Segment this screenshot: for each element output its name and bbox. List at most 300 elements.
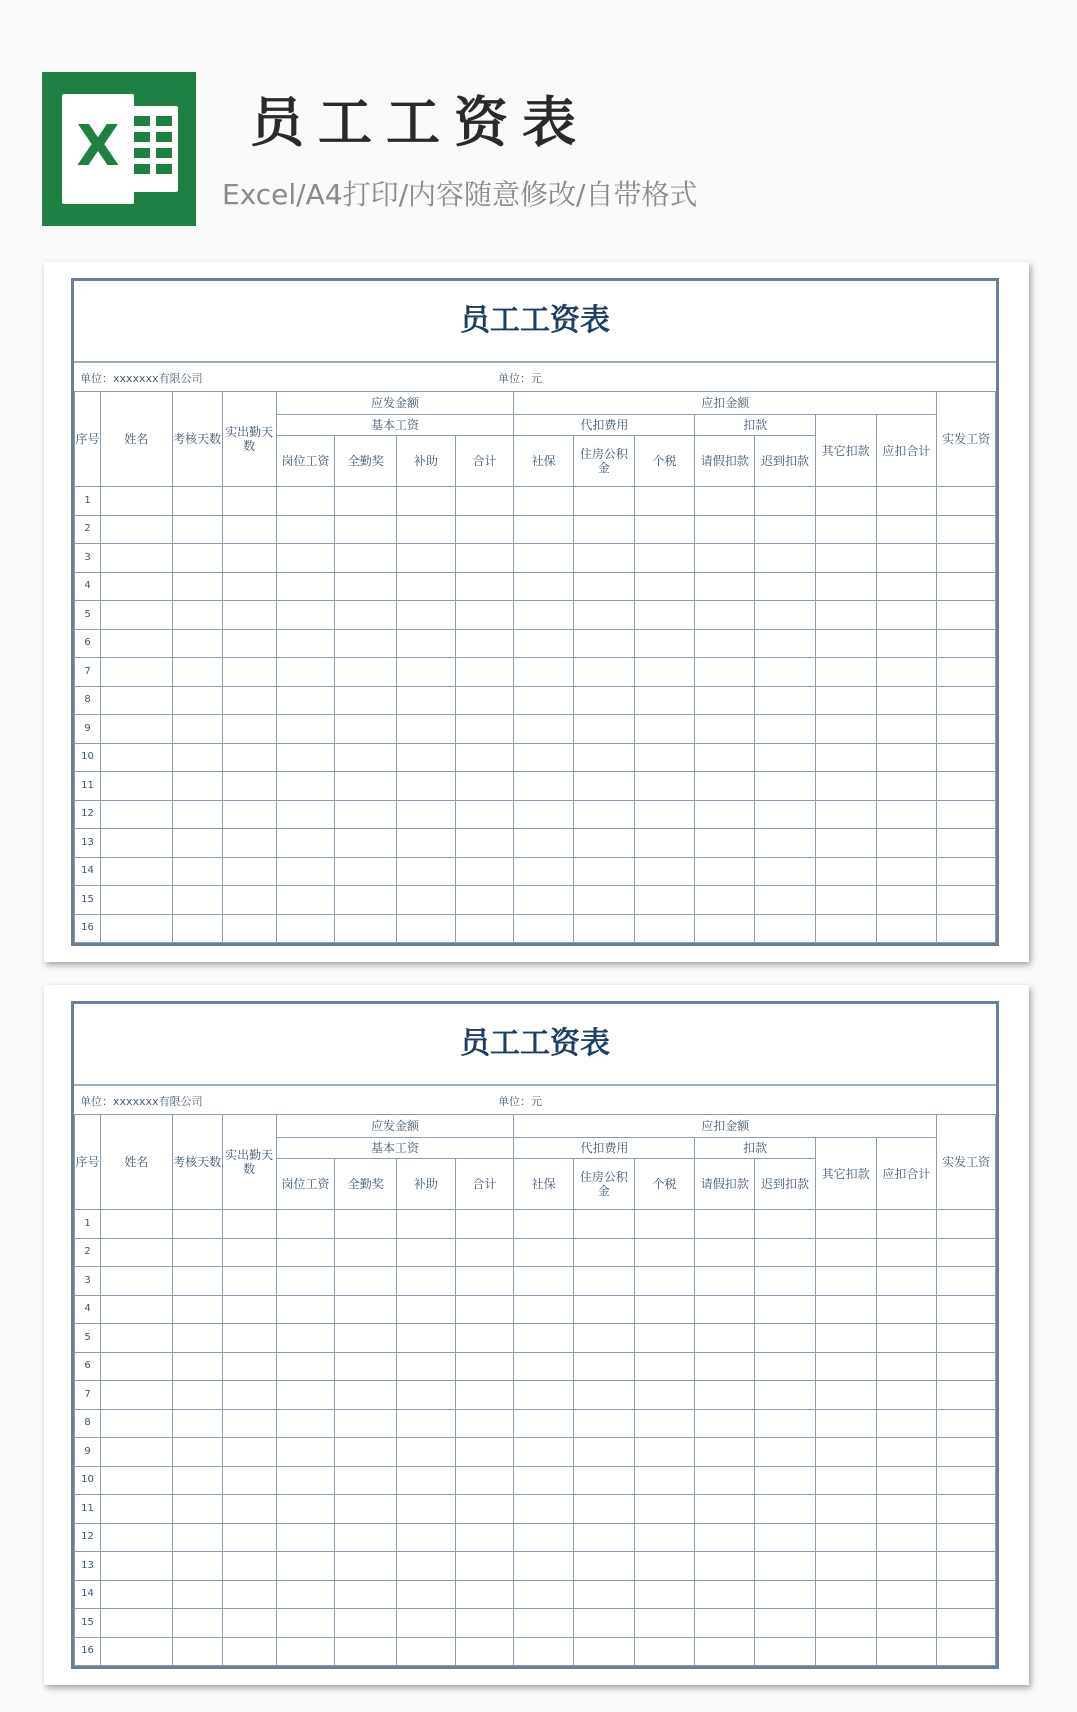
header-fines: 扣款 — [695, 1138, 815, 1159]
row-number: 15 — [75, 1609, 101, 1638]
table-cell — [397, 772, 456, 801]
table-cell — [514, 743, 574, 772]
table-cell — [937, 1409, 996, 1438]
table-cell — [455, 914, 514, 943]
table-cell — [634, 487, 695, 516]
table-cell — [455, 1637, 514, 1666]
table-cell — [937, 1495, 996, 1524]
table-cell — [514, 572, 574, 601]
table-cell — [937, 1637, 996, 1666]
row-number: 16 — [75, 1637, 101, 1666]
table-cell — [876, 1238, 937, 1267]
table-cell — [276, 914, 335, 943]
table-cell — [937, 715, 996, 744]
header-attendance-days: 考核天数 — [172, 392, 222, 487]
table-cell — [695, 829, 755, 858]
table-cell — [276, 772, 335, 801]
table-cell — [101, 914, 173, 943]
table-cell — [172, 1295, 222, 1324]
table-cell — [634, 629, 695, 658]
table-cell — [335, 1580, 397, 1609]
table-cell — [695, 601, 755, 630]
table-cell — [101, 715, 173, 744]
table-cell — [222, 487, 276, 516]
table-cell — [695, 1267, 755, 1296]
table-cell — [573, 544, 634, 573]
table-cell — [634, 1295, 695, 1324]
currency-label: 单位：元 — [498, 1095, 542, 1108]
table-cell — [573, 1637, 634, 1666]
table-cell — [172, 658, 222, 687]
table-cell — [755, 1210, 816, 1239]
table-cell — [101, 1409, 173, 1438]
table-cell — [876, 1466, 937, 1495]
table-cell — [573, 601, 634, 630]
table-cell — [276, 1552, 335, 1581]
table-row — [75, 1267, 996, 1296]
table-cell — [276, 1267, 335, 1296]
table-cell — [335, 886, 397, 915]
table-cell — [514, 800, 574, 829]
table-cell — [397, 658, 456, 687]
table-cell — [514, 1267, 574, 1296]
table-cell — [335, 829, 397, 858]
table-row — [75, 1523, 996, 1552]
table-row — [75, 1352, 996, 1381]
header-allowance: 补助 — [397, 1159, 456, 1210]
table-cell — [815, 829, 876, 858]
table-cell — [172, 1267, 222, 1296]
table-cell — [276, 1523, 335, 1552]
header-gross-group: 应发金额 — [276, 1115, 514, 1138]
table-cell — [634, 1609, 695, 1638]
unit-label: 单位：xxxxxxx有限公司 — [80, 1095, 203, 1108]
table-cell — [634, 715, 695, 744]
table-cell — [455, 772, 514, 801]
header-row-1 — [75, 392, 996, 415]
table-cell — [514, 914, 574, 943]
table-cell — [276, 1238, 335, 1267]
table-cell — [695, 1580, 755, 1609]
sheet-title: 员工工资表 — [460, 303, 610, 338]
header-full-attendance: 全勤奖 — [335, 1159, 397, 1210]
table-cell — [222, 544, 276, 573]
table-cell — [573, 1295, 634, 1324]
table-cell — [876, 914, 937, 943]
table-cell — [455, 1381, 514, 1410]
table-cell — [815, 800, 876, 829]
table-cell — [755, 1267, 816, 1296]
table-cell — [455, 1210, 514, 1239]
table-row — [75, 1609, 996, 1638]
table-cell — [276, 629, 335, 658]
table-cell — [876, 1609, 937, 1638]
table-cell — [573, 829, 634, 858]
row-number: 9 — [75, 1438, 101, 1467]
table-cell — [815, 857, 876, 886]
table-cell — [397, 515, 456, 544]
table-cell — [573, 1609, 634, 1638]
table-cell — [634, 572, 695, 601]
table-cell — [101, 1637, 173, 1666]
header-seq: 序号 — [75, 392, 101, 487]
table-row — [75, 772, 996, 801]
table-cell — [815, 743, 876, 772]
row-number: 12 — [75, 1523, 101, 1552]
table-cell — [634, 1438, 695, 1467]
table-cell — [172, 1637, 222, 1666]
table-cell — [634, 1580, 695, 1609]
table-cell — [222, 601, 276, 630]
table-cell — [937, 743, 996, 772]
table-cell — [514, 1210, 574, 1239]
table-cell — [276, 1438, 335, 1467]
table-cell — [755, 515, 816, 544]
table-row — [75, 829, 996, 858]
table-cell — [634, 1352, 695, 1381]
table-cell — [937, 1381, 996, 1410]
table-row — [75, 601, 996, 630]
row-number: 8 — [75, 686, 101, 715]
table-cell — [335, 1637, 397, 1666]
table-cell — [222, 629, 276, 658]
table-cell — [172, 715, 222, 744]
table-cell — [172, 487, 222, 516]
table-cell — [755, 572, 816, 601]
table-cell — [455, 1580, 514, 1609]
table-cell — [815, 1238, 876, 1267]
table-cell — [695, 1466, 755, 1495]
table-cell — [455, 1324, 514, 1353]
table-cell — [937, 1267, 996, 1296]
table-cell — [397, 487, 456, 516]
table-cell — [634, 800, 695, 829]
table-cell — [397, 629, 456, 658]
unit-label: 单位：xxxxxxx有限公司 — [80, 372, 203, 385]
table-cell — [335, 1438, 397, 1467]
table-row — [75, 686, 996, 715]
table-cell — [276, 1466, 335, 1495]
header-leave-deduction: 请假扣款 — [695, 436, 755, 487]
table-cell — [455, 1609, 514, 1638]
table-cell — [101, 658, 173, 687]
table-cell — [815, 1637, 876, 1666]
payroll-table — [74, 391, 996, 943]
table-cell — [634, 886, 695, 915]
table-cell — [755, 686, 816, 715]
table-cell — [101, 1552, 173, 1581]
table-cell — [276, 686, 335, 715]
table-cell — [101, 572, 173, 601]
table-cell — [937, 1324, 996, 1353]
table-cell — [455, 1267, 514, 1296]
table-cell — [101, 1381, 173, 1410]
table-cell — [335, 658, 397, 687]
table-cell — [222, 1210, 276, 1239]
table-cell — [937, 1580, 996, 1609]
table-cell — [172, 800, 222, 829]
table-cell — [222, 1352, 276, 1381]
table-cell — [815, 715, 876, 744]
excel-logo-icon — [42, 72, 196, 226]
table-cell — [455, 601, 514, 630]
table-cell — [695, 715, 755, 744]
table-cell — [573, 800, 634, 829]
table-cell — [937, 686, 996, 715]
table-cell — [101, 1466, 173, 1495]
table-cell — [276, 1495, 335, 1524]
table-cell — [276, 743, 335, 772]
table-cell — [514, 1352, 574, 1381]
table-cell — [573, 1409, 634, 1438]
row-number: 13 — [75, 829, 101, 858]
table-cell — [815, 1409, 876, 1438]
table-cell — [937, 601, 996, 630]
table-cell — [222, 886, 276, 915]
table-cell — [101, 886, 173, 915]
table-cell — [876, 800, 937, 829]
table-cell — [573, 572, 634, 601]
table-cell — [755, 1637, 816, 1666]
table-cell — [397, 544, 456, 573]
table-cell — [172, 629, 222, 658]
table-cell — [815, 1438, 876, 1467]
table-cell — [573, 1466, 634, 1495]
table-cell — [695, 772, 755, 801]
table-cell — [335, 914, 397, 943]
header-gross-group: 应发金额 — [276, 392, 514, 415]
table-cell — [695, 515, 755, 544]
header-other-deduction: 其它扣款 — [815, 1138, 876, 1210]
table-cell — [455, 658, 514, 687]
table-cell — [455, 686, 514, 715]
table-cell — [514, 544, 574, 573]
table-cell — [634, 686, 695, 715]
table-cell — [101, 1609, 173, 1638]
sheet-preview-1 — [44, 262, 1029, 962]
row-number: 5 — [75, 1324, 101, 1353]
table-cell — [573, 886, 634, 915]
table-cell — [514, 629, 574, 658]
table-cell — [222, 658, 276, 687]
header-other-deduction: 其它扣款 — [815, 415, 876, 487]
table-cell — [755, 601, 816, 630]
table-cell — [101, 1580, 173, 1609]
table-cell — [101, 772, 173, 801]
table-cell — [172, 1523, 222, 1552]
excel-logo-letter: X — [76, 114, 120, 179]
header-housing-fund: 住房公积金 — [573, 436, 634, 487]
table-cell — [101, 1523, 173, 1552]
row-number: 14 — [75, 1580, 101, 1609]
table-cell — [634, 658, 695, 687]
row-number: 10 — [75, 743, 101, 772]
table-cell — [276, 572, 335, 601]
table-cell — [455, 1409, 514, 1438]
table-cell — [455, 629, 514, 658]
table-cell — [634, 544, 695, 573]
row-number: 15 — [75, 886, 101, 915]
table-cell — [876, 572, 937, 601]
table-cell — [937, 515, 996, 544]
table-cell — [573, 1438, 634, 1467]
header-post-salary: 岗位工资 — [276, 1159, 335, 1210]
table-cell — [937, 1466, 996, 1495]
table-cell — [335, 857, 397, 886]
table-cell — [335, 1267, 397, 1296]
table-cell — [335, 772, 397, 801]
table-cell — [815, 686, 876, 715]
table-cell — [634, 829, 695, 858]
table-cell — [101, 1210, 173, 1239]
table-cell — [514, 1580, 574, 1609]
table-cell — [514, 1466, 574, 1495]
row-number: 2 — [75, 515, 101, 544]
table-cell — [335, 1466, 397, 1495]
table-cell — [695, 1352, 755, 1381]
table-cell — [937, 1295, 996, 1324]
table-cell — [335, 1210, 397, 1239]
excel-logo-document — [62, 94, 134, 204]
header-social-security: 社保 — [514, 1159, 574, 1210]
header-name: 姓名 — [101, 392, 173, 487]
table-cell — [335, 572, 397, 601]
table-cell — [695, 1637, 755, 1666]
table-cell — [101, 743, 173, 772]
table-cell — [573, 515, 634, 544]
table-cell — [276, 658, 335, 687]
table-cell — [815, 1210, 876, 1239]
row-number: 7 — [75, 658, 101, 687]
header-name: 姓名 — [101, 1115, 173, 1210]
table-cell — [514, 886, 574, 915]
title-divider — [74, 361, 996, 363]
table-cell — [276, 601, 335, 630]
table-cell — [573, 743, 634, 772]
table-cell — [514, 487, 574, 516]
table-cell — [514, 1637, 574, 1666]
table-cell — [222, 1523, 276, 1552]
table-cell — [634, 1637, 695, 1666]
table-cell — [514, 1295, 574, 1324]
header-social-security: 社保 — [514, 436, 574, 487]
table-cell — [455, 1495, 514, 1524]
table-cell — [634, 515, 695, 544]
table-cell — [172, 1324, 222, 1353]
table-cell — [815, 572, 876, 601]
table-cell — [101, 1324, 173, 1353]
table-row — [75, 1580, 996, 1609]
table-cell — [634, 857, 695, 886]
table-cell — [335, 715, 397, 744]
table-cell — [335, 1409, 397, 1438]
table-cell — [101, 1295, 173, 1324]
table-cell — [222, 1324, 276, 1353]
table-cell — [755, 1352, 816, 1381]
table-cell — [222, 1267, 276, 1296]
table-cell — [755, 829, 816, 858]
table-cell — [222, 686, 276, 715]
table-cell — [335, 1381, 397, 1410]
table-cell — [335, 1324, 397, 1353]
table-cell — [172, 1580, 222, 1609]
table-cell — [755, 800, 816, 829]
table-cell — [815, 1609, 876, 1638]
table-cell — [397, 1523, 456, 1552]
table-cell — [222, 572, 276, 601]
table-cell — [634, 1523, 695, 1552]
table-cell — [397, 1409, 456, 1438]
table-cell — [876, 743, 937, 772]
header-deduction-total: 应扣合计 — [876, 415, 937, 487]
header-late-deduction: 迟到扣款 — [755, 1159, 816, 1210]
table-cell — [876, 1438, 937, 1467]
table-row — [75, 886, 996, 915]
table-cell — [695, 800, 755, 829]
table-cell — [397, 743, 456, 772]
table-cell — [514, 1409, 574, 1438]
header-row-1 — [75, 1115, 996, 1138]
table-cell — [634, 1238, 695, 1267]
table-cell — [455, 1295, 514, 1324]
table-cell — [514, 1438, 574, 1467]
table-cell — [876, 487, 937, 516]
table-cell — [876, 1295, 937, 1324]
table-cell — [276, 1609, 335, 1638]
sheet-preview-2 — [44, 985, 1029, 1685]
table-cell — [335, 1609, 397, 1638]
table-cell — [695, 1609, 755, 1638]
table-cell — [634, 601, 695, 630]
table-row — [75, 1552, 996, 1581]
table-cell — [455, 544, 514, 573]
table-cell — [755, 886, 816, 915]
table-row — [75, 715, 996, 744]
table-cell — [101, 800, 173, 829]
header-basic-wage: 基本工资 — [276, 415, 514, 436]
table-cell — [335, 544, 397, 573]
table-cell — [222, 800, 276, 829]
table-cell — [335, 1352, 397, 1381]
table-cell — [172, 829, 222, 858]
table-cell — [172, 1238, 222, 1267]
table-cell — [937, 629, 996, 658]
page-subtitle: Excel/A4打印/内容随意修改/自带格式 — [222, 178, 698, 211]
table-cell — [172, 743, 222, 772]
table-cell — [101, 487, 173, 516]
table-cell — [514, 715, 574, 744]
table-cell — [397, 1267, 456, 1296]
table-cell — [755, 658, 816, 687]
table-cell — [172, 1552, 222, 1581]
page-header — [0, 0, 1077, 250]
table-row — [75, 857, 996, 886]
table-cell — [101, 857, 173, 886]
table-cell — [335, 1238, 397, 1267]
table-cell — [937, 572, 996, 601]
table-cell — [101, 1352, 173, 1381]
table-cell — [101, 686, 173, 715]
table-cell — [573, 1267, 634, 1296]
table-cell — [276, 1409, 335, 1438]
table-cell — [755, 1381, 816, 1410]
header-basic-wage: 基本工资 — [276, 1138, 514, 1159]
header-seq: 序号 — [75, 1115, 101, 1210]
table-cell — [276, 1295, 335, 1324]
table-cell — [815, 629, 876, 658]
header-net-pay: 实发工资 — [937, 392, 996, 487]
table-cell — [634, 1267, 695, 1296]
